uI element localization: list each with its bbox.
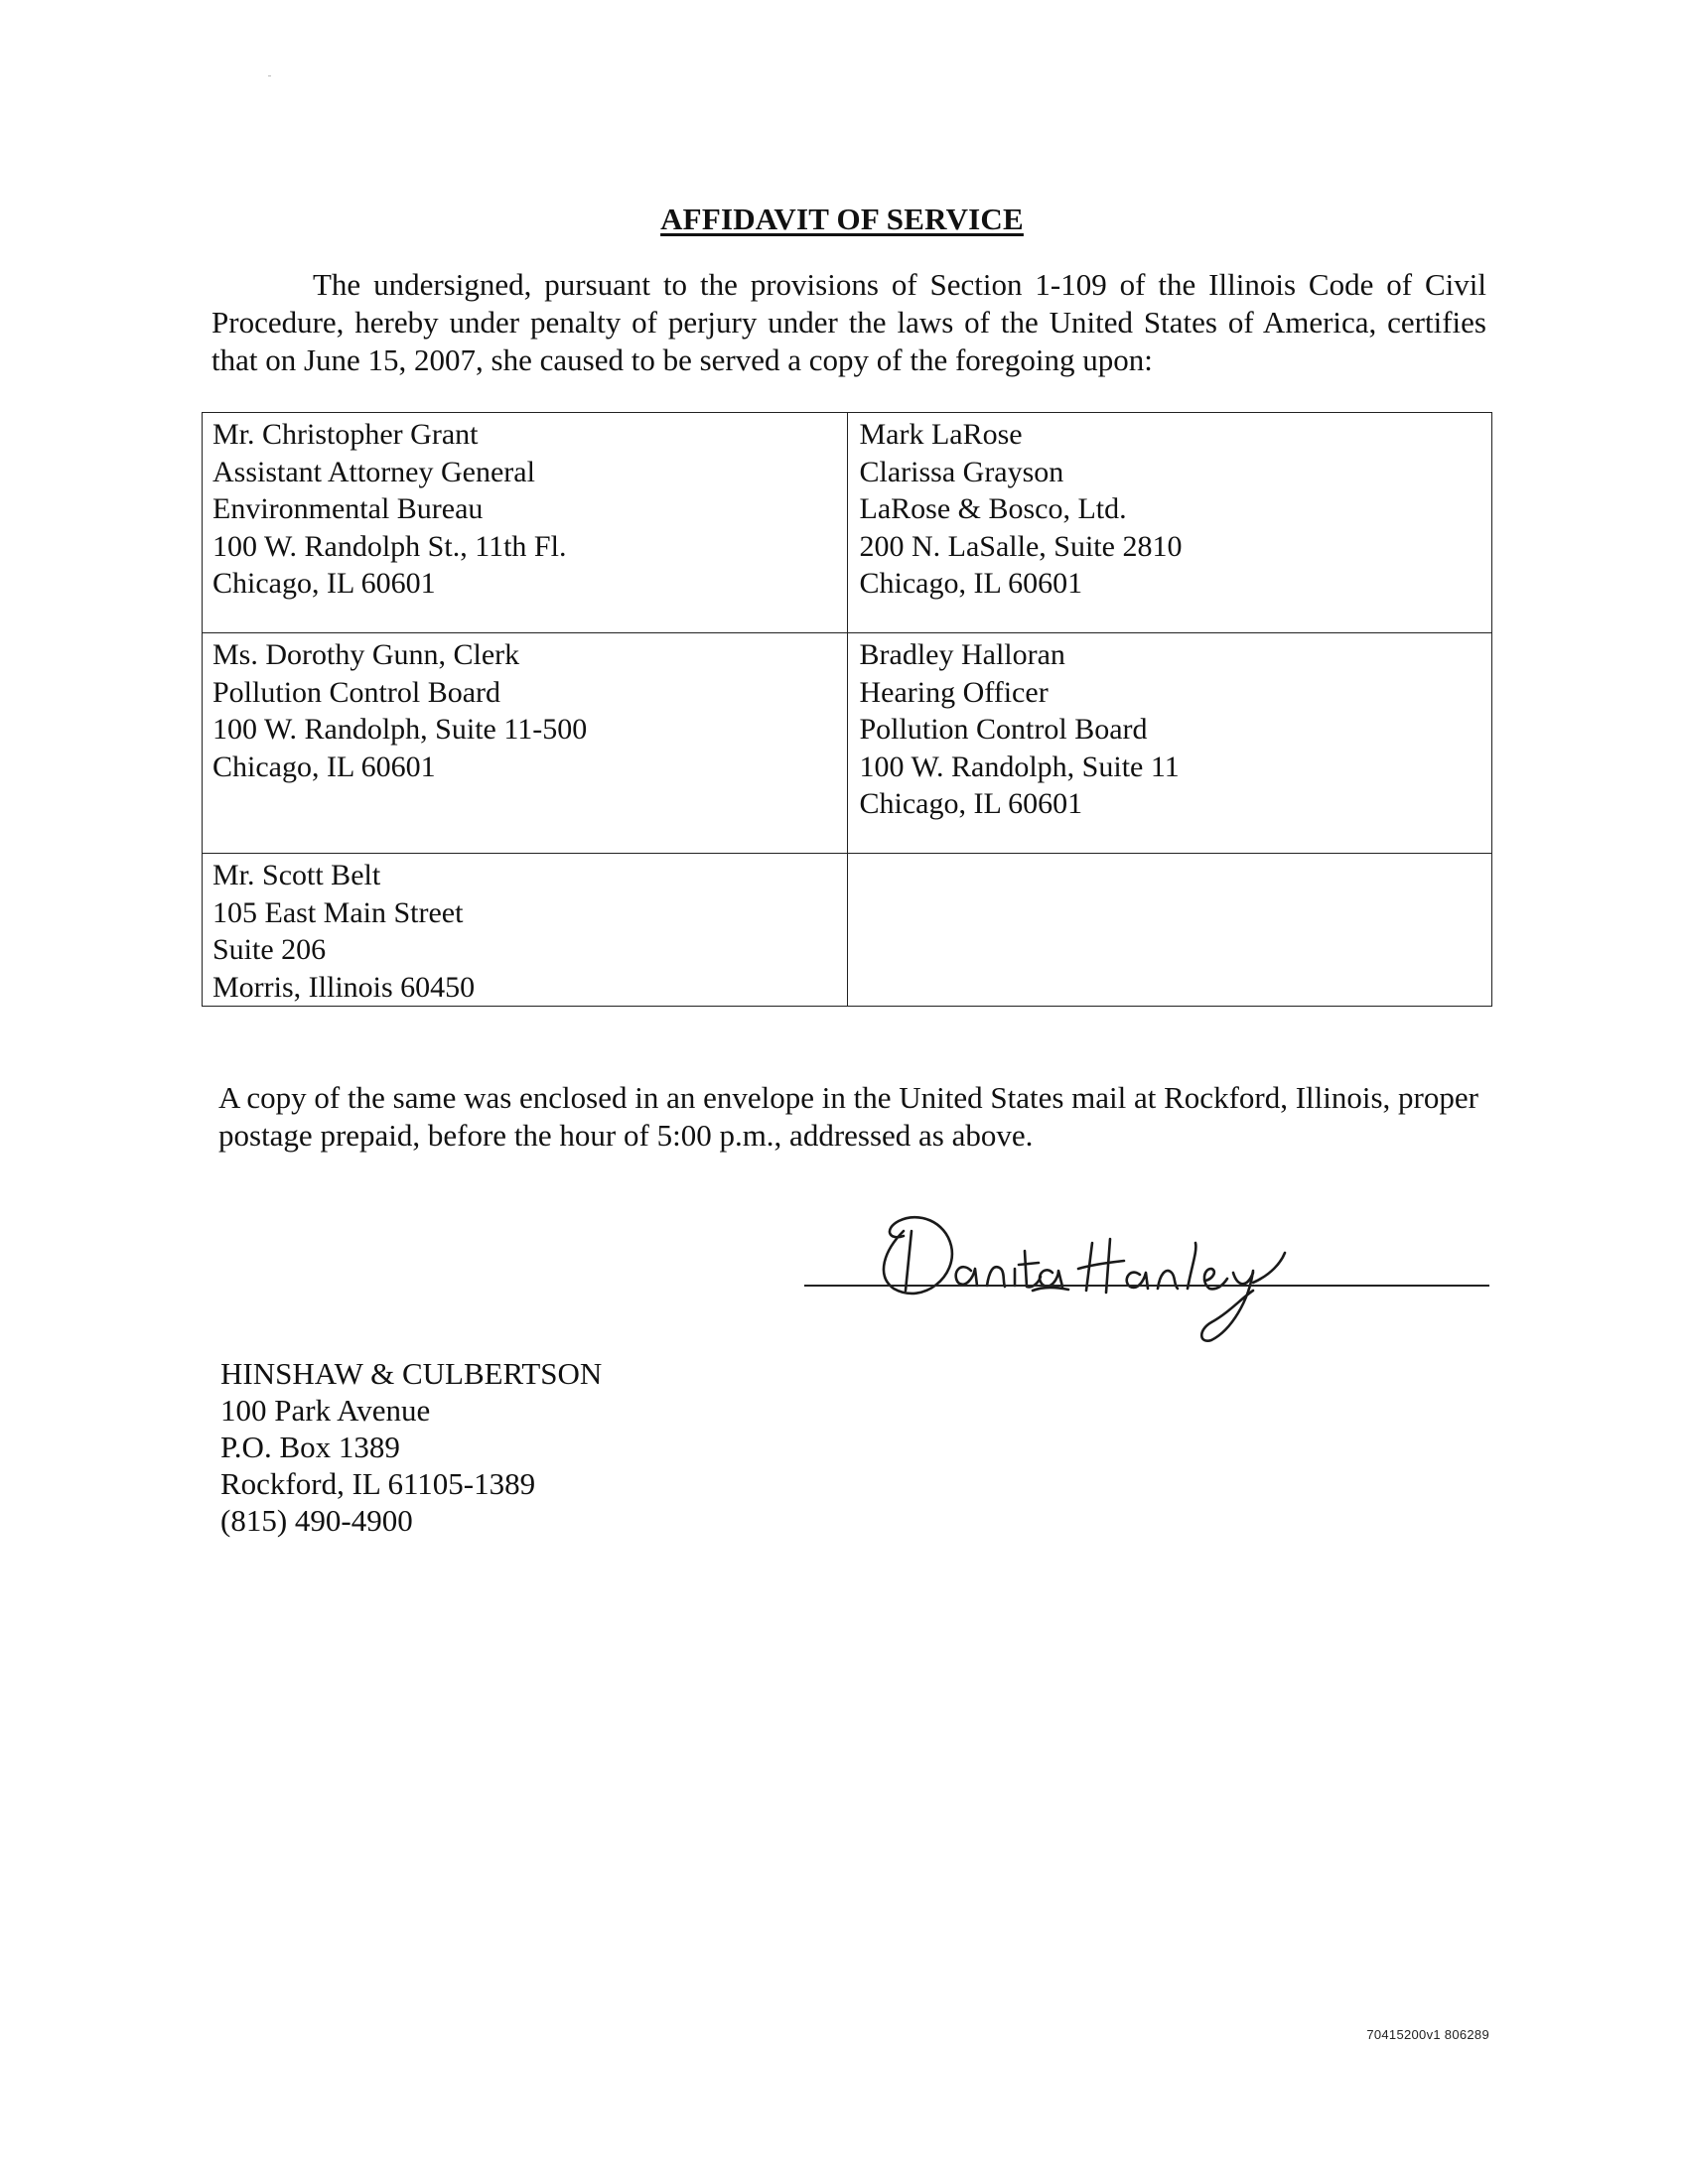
service-row	[203, 854, 1492, 1007]
service-row	[203, 633, 1492, 854]
recipient-line: Suite 206	[212, 933, 327, 966]
document-id: 70415200v1 806289	[1366, 2027, 1489, 2042]
signature-line	[804, 1285, 1489, 1287]
intro-paragraph: The undersigned, pursuant to the provisions of Section 1-109 of the Illinois Code of Civil Procedure, hereby under penalty of perjury under the laws of the United States of America, certifies that on June 15, 2007, she caused to be served a copy of the foregoing upon:	[211, 267, 1486, 377]
recipient-line: Mark LaRose	[859, 418, 1023, 451]
recipient-line: Bradley Halloran	[859, 638, 1065, 671]
recipient-line: Chicago, IL 60601	[212, 750, 436, 783]
recipient-line: 100 W. Randolph St., 11th Fl.	[212, 529, 567, 563]
recipient-line: Chicago, IL 60601	[859, 787, 1083, 820]
firm-address-block	[220, 1355, 602, 1539]
recipient-line: Morris, Illinois 60450	[212, 970, 476, 1004]
service-recipient-cell	[203, 854, 848, 1007]
service-recipient-cell	[203, 413, 848, 633]
firm-name: HINSHAW & CULBERTSON	[220, 1356, 603, 1391]
document-title: AFFIDAVIT OF SERVICE	[660, 202, 1024, 236]
recipient-line: 100 W. Randolph, Suite 11	[859, 750, 1180, 783]
firm-po-box: P.O. Box 1389	[220, 1430, 400, 1464]
service-list-table	[202, 412, 1492, 1007]
service-recipient-cell	[203, 633, 848, 854]
recipient-line: Chicago, IL 60601	[859, 567, 1083, 600]
scan-speck	[268, 75, 271, 76]
firm-phone: (815) 490-4900	[220, 1503, 413, 1538]
mailing-statement: A copy of the same was enclosed in an envelope in the United States mail at Rockford, Illinois, proper postage prepaid, before the hour of 5:00 p.m., addressed as above.	[218, 1080, 1478, 1153]
recipient-line: Pollution Control Board	[212, 675, 501, 709]
recipient-line: 100 W. Randolph, Suite 11-500	[212, 713, 588, 746]
empty-cell	[847, 854, 1492, 1007]
firm-street: 100 Park Avenue	[220, 1393, 431, 1428]
recipient-line: Clarissa Grayson	[859, 455, 1064, 488]
recipient-line: Environmental Bureau	[212, 492, 484, 525]
signature-block	[804, 1191, 1499, 1370]
recipient-line: Chicago, IL 60601	[212, 567, 436, 600]
recipient-line: Ms. Dorothy Gunn, Clerk	[212, 638, 520, 671]
recipient-line: 105 East Main Street	[212, 895, 464, 929]
recipient-line: Assistant Attorney General	[212, 455, 535, 488]
recipient-line: LaRose & Bosco, Ltd.	[859, 492, 1127, 525]
recipient-line: Mr. Christopher Grant	[212, 418, 479, 451]
recipient-line: 200 N. LaSalle, Suite 2810	[859, 529, 1183, 563]
service-row	[203, 413, 1492, 633]
service-recipient-cell	[847, 633, 1492, 854]
firm-city-state-zip: Rockford, IL 61105-1389	[220, 1466, 536, 1501]
handwritten-signature	[864, 1191, 1400, 1370]
service-recipient-cell	[847, 413, 1492, 633]
recipient-line: Hearing Officer	[859, 675, 1049, 709]
recipient-line: Pollution Control Board	[859, 713, 1148, 746]
recipient-line: Mr. Scott Belt	[212, 859, 381, 891]
